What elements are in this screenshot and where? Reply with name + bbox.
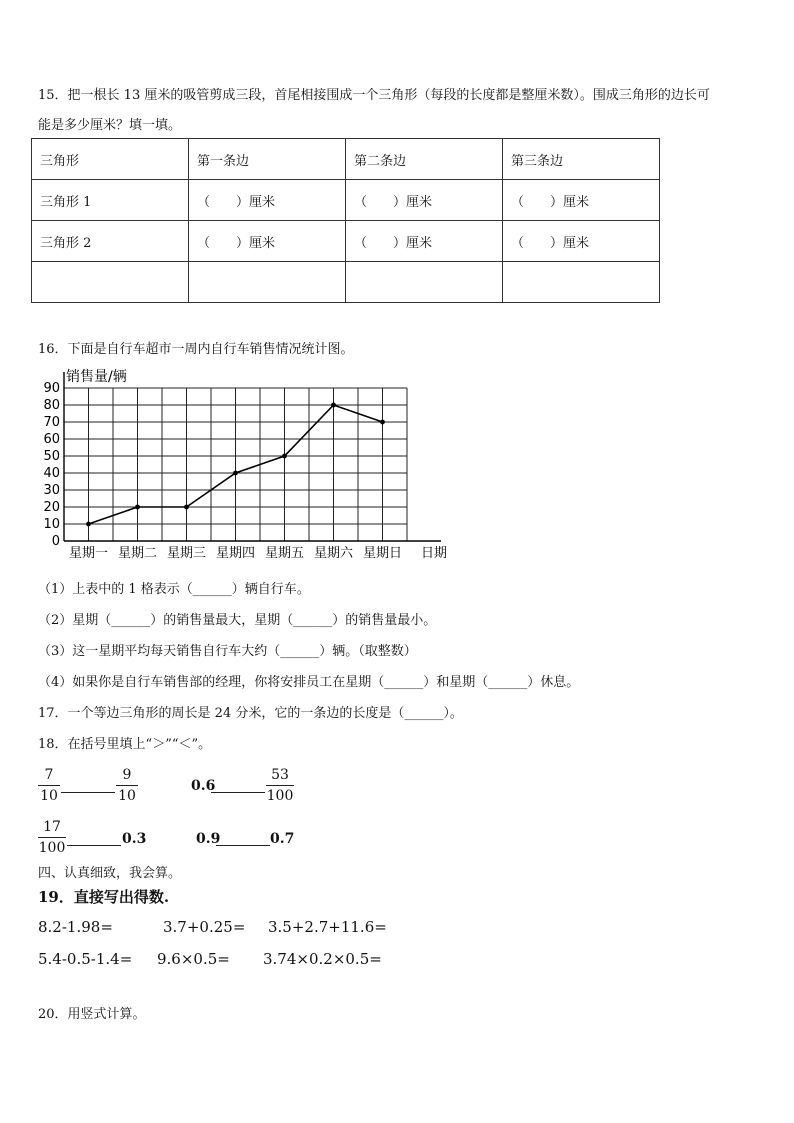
fraction-53-100 (266, 766, 294, 805)
table-row (32, 262, 660, 303)
data-point-星期日 (380, 420, 385, 425)
decimal-0-9: 0.9 (196, 831, 221, 847)
q20-title: 20．用竖式计算。 (38, 1007, 146, 1022)
decimal-0-3: 0.3 (122, 831, 147, 847)
answer-blank[interactable] (211, 792, 265, 793)
fraction-bar (266, 785, 294, 786)
data-point-星期六 (331, 403, 336, 408)
y-tick-label: 70 (43, 415, 60, 430)
y-tick-label: 50 (43, 449, 60, 464)
y-axis-label: 销售量/辆 (66, 369, 127, 385)
y-tick-label: 90 (43, 381, 60, 396)
table-cell[interactable] (503, 262, 660, 303)
expr-6: 3.74×0.2×0.5= (263, 950, 382, 968)
y-tick-label: 60 (43, 432, 60, 447)
x-tick-label: 星期四 (215, 546, 256, 561)
answer-cell[interactable]: （ ）厘米 (346, 180, 503, 221)
x-tick-label: 星期二 (117, 546, 158, 561)
q16-sub3: （3）这一星期平均每天销售自行车大约（______）辆。（取整数） (38, 644, 417, 659)
data-point-星期四 (233, 471, 238, 476)
table-cell[interactable] (189, 262, 346, 303)
q16-sub1: （1）上表中的 1 格表示（______）辆自行车。 (38, 582, 310, 597)
denominator: 10 (40, 788, 58, 804)
x-axis-label: 日期 (421, 546, 448, 561)
y-tick-label: 10 (43, 517, 60, 532)
data-point-星期五 (282, 454, 287, 459)
table-header-row (32, 139, 660, 180)
q17-text: 17．一个等边三角形的周长是 24 分米，它的一条边的长度是（______）。 (38, 706, 463, 721)
numerator: 7 (44, 767, 54, 783)
q15-text-line2: 能是多少厘米？填一填。 (38, 118, 182, 133)
y-tick-label: 20 (43, 500, 60, 515)
y-tick-label: 0 (51, 534, 60, 549)
q16-title: 16．下面是自行车超市一周内自行车销售情况统计图。 (38, 342, 354, 357)
fraction-bar (38, 785, 60, 786)
section-4-heading: 四、认真细致，我会算。 (38, 866, 182, 881)
sales-line-chart (30, 362, 480, 562)
numerator: 17 (43, 819, 61, 835)
table-cell: 三角形 1 (32, 180, 189, 221)
data-point-星期二 (135, 505, 140, 510)
table-header-cell: 第二条边 (346, 139, 503, 180)
denominator: 100 (38, 840, 66, 856)
q15-text-line1: 15．把一根长 13 厘米的吸管剪成三段，首尾相接围成一个三角形（每段的长度都是整厘米数）。围成三角形的边长可 (38, 88, 710, 103)
expr-2: 3.7+0.25= (163, 918, 246, 936)
table-cell: 三角形 2 (32, 221, 189, 262)
y-tick-label: 80 (43, 398, 60, 413)
y-tick-label: 40 (43, 466, 60, 481)
expr-3: 3.5+2.7+11.6= (268, 918, 387, 936)
x-tick-label: 星期三 (166, 546, 207, 561)
data-point-星期三 (184, 505, 189, 510)
y-tick-label: 30 (43, 483, 60, 498)
fraction-17-100 (38, 818, 66, 857)
answer-blank[interactable] (61, 792, 115, 793)
answer-cell[interactable]: （ ）厘米 (503, 180, 660, 221)
answer-cell[interactable]: （ ）厘米 (189, 180, 346, 221)
q18-title: 18．在括号里填上“＞”“＜”。 (38, 737, 212, 752)
expr-4: 5.4-0.5-1.4= (38, 950, 133, 968)
data-point-星期一 (86, 522, 91, 527)
denominator: 100 (266, 788, 294, 804)
table-cell[interactable] (32, 262, 189, 303)
answer-cell[interactable]: （ ）厘米 (346, 221, 503, 262)
numerator: 53 (271, 767, 289, 783)
table-row (32, 180, 660, 221)
answer-blank[interactable] (67, 845, 121, 846)
table-header-cell: 第一条边 (189, 139, 346, 180)
denominator: 10 (118, 788, 136, 804)
fraction-bar (38, 837, 66, 838)
decimal-0-6: 0.6 (191, 778, 216, 794)
q16-sub2: （2）星期（______）的销售量最大，星期（______）的销售量最小。 (38, 613, 437, 628)
x-tick-label: 星期日 (362, 546, 403, 561)
x-tick-label: 星期六 (313, 546, 354, 561)
fraction-9-10 (116, 766, 138, 805)
answer-cell[interactable]: （ ）厘米 (503, 221, 660, 262)
answer-cell[interactable]: （ ）厘米 (189, 221, 346, 262)
x-tick-label: 星期一 (68, 546, 109, 561)
q15-triangle-table (31, 138, 660, 303)
expr-5: 9.6×0.5= (157, 950, 230, 968)
answer-blank[interactable] (216, 845, 270, 846)
table-cell[interactable] (346, 262, 503, 303)
table-row (32, 221, 660, 262)
q19-title: 19．直接写出得数. (38, 888, 170, 906)
q16-sub4: （4）如果你是自行车销售部的经理，你将安排员工在星期（______）和星期（______）休息。 (38, 675, 580, 690)
fraction-7-10 (38, 766, 60, 805)
x-tick-label: 星期五 (264, 546, 305, 561)
table-header-cell: 第三条边 (503, 139, 660, 180)
numerator: 9 (122, 767, 132, 783)
expr-1: 8.2-1.98= (38, 918, 113, 936)
table-header-cell: 三角形 (32, 139, 189, 180)
fraction-bar (116, 785, 138, 786)
decimal-0-7: 0.7 (270, 831, 295, 847)
